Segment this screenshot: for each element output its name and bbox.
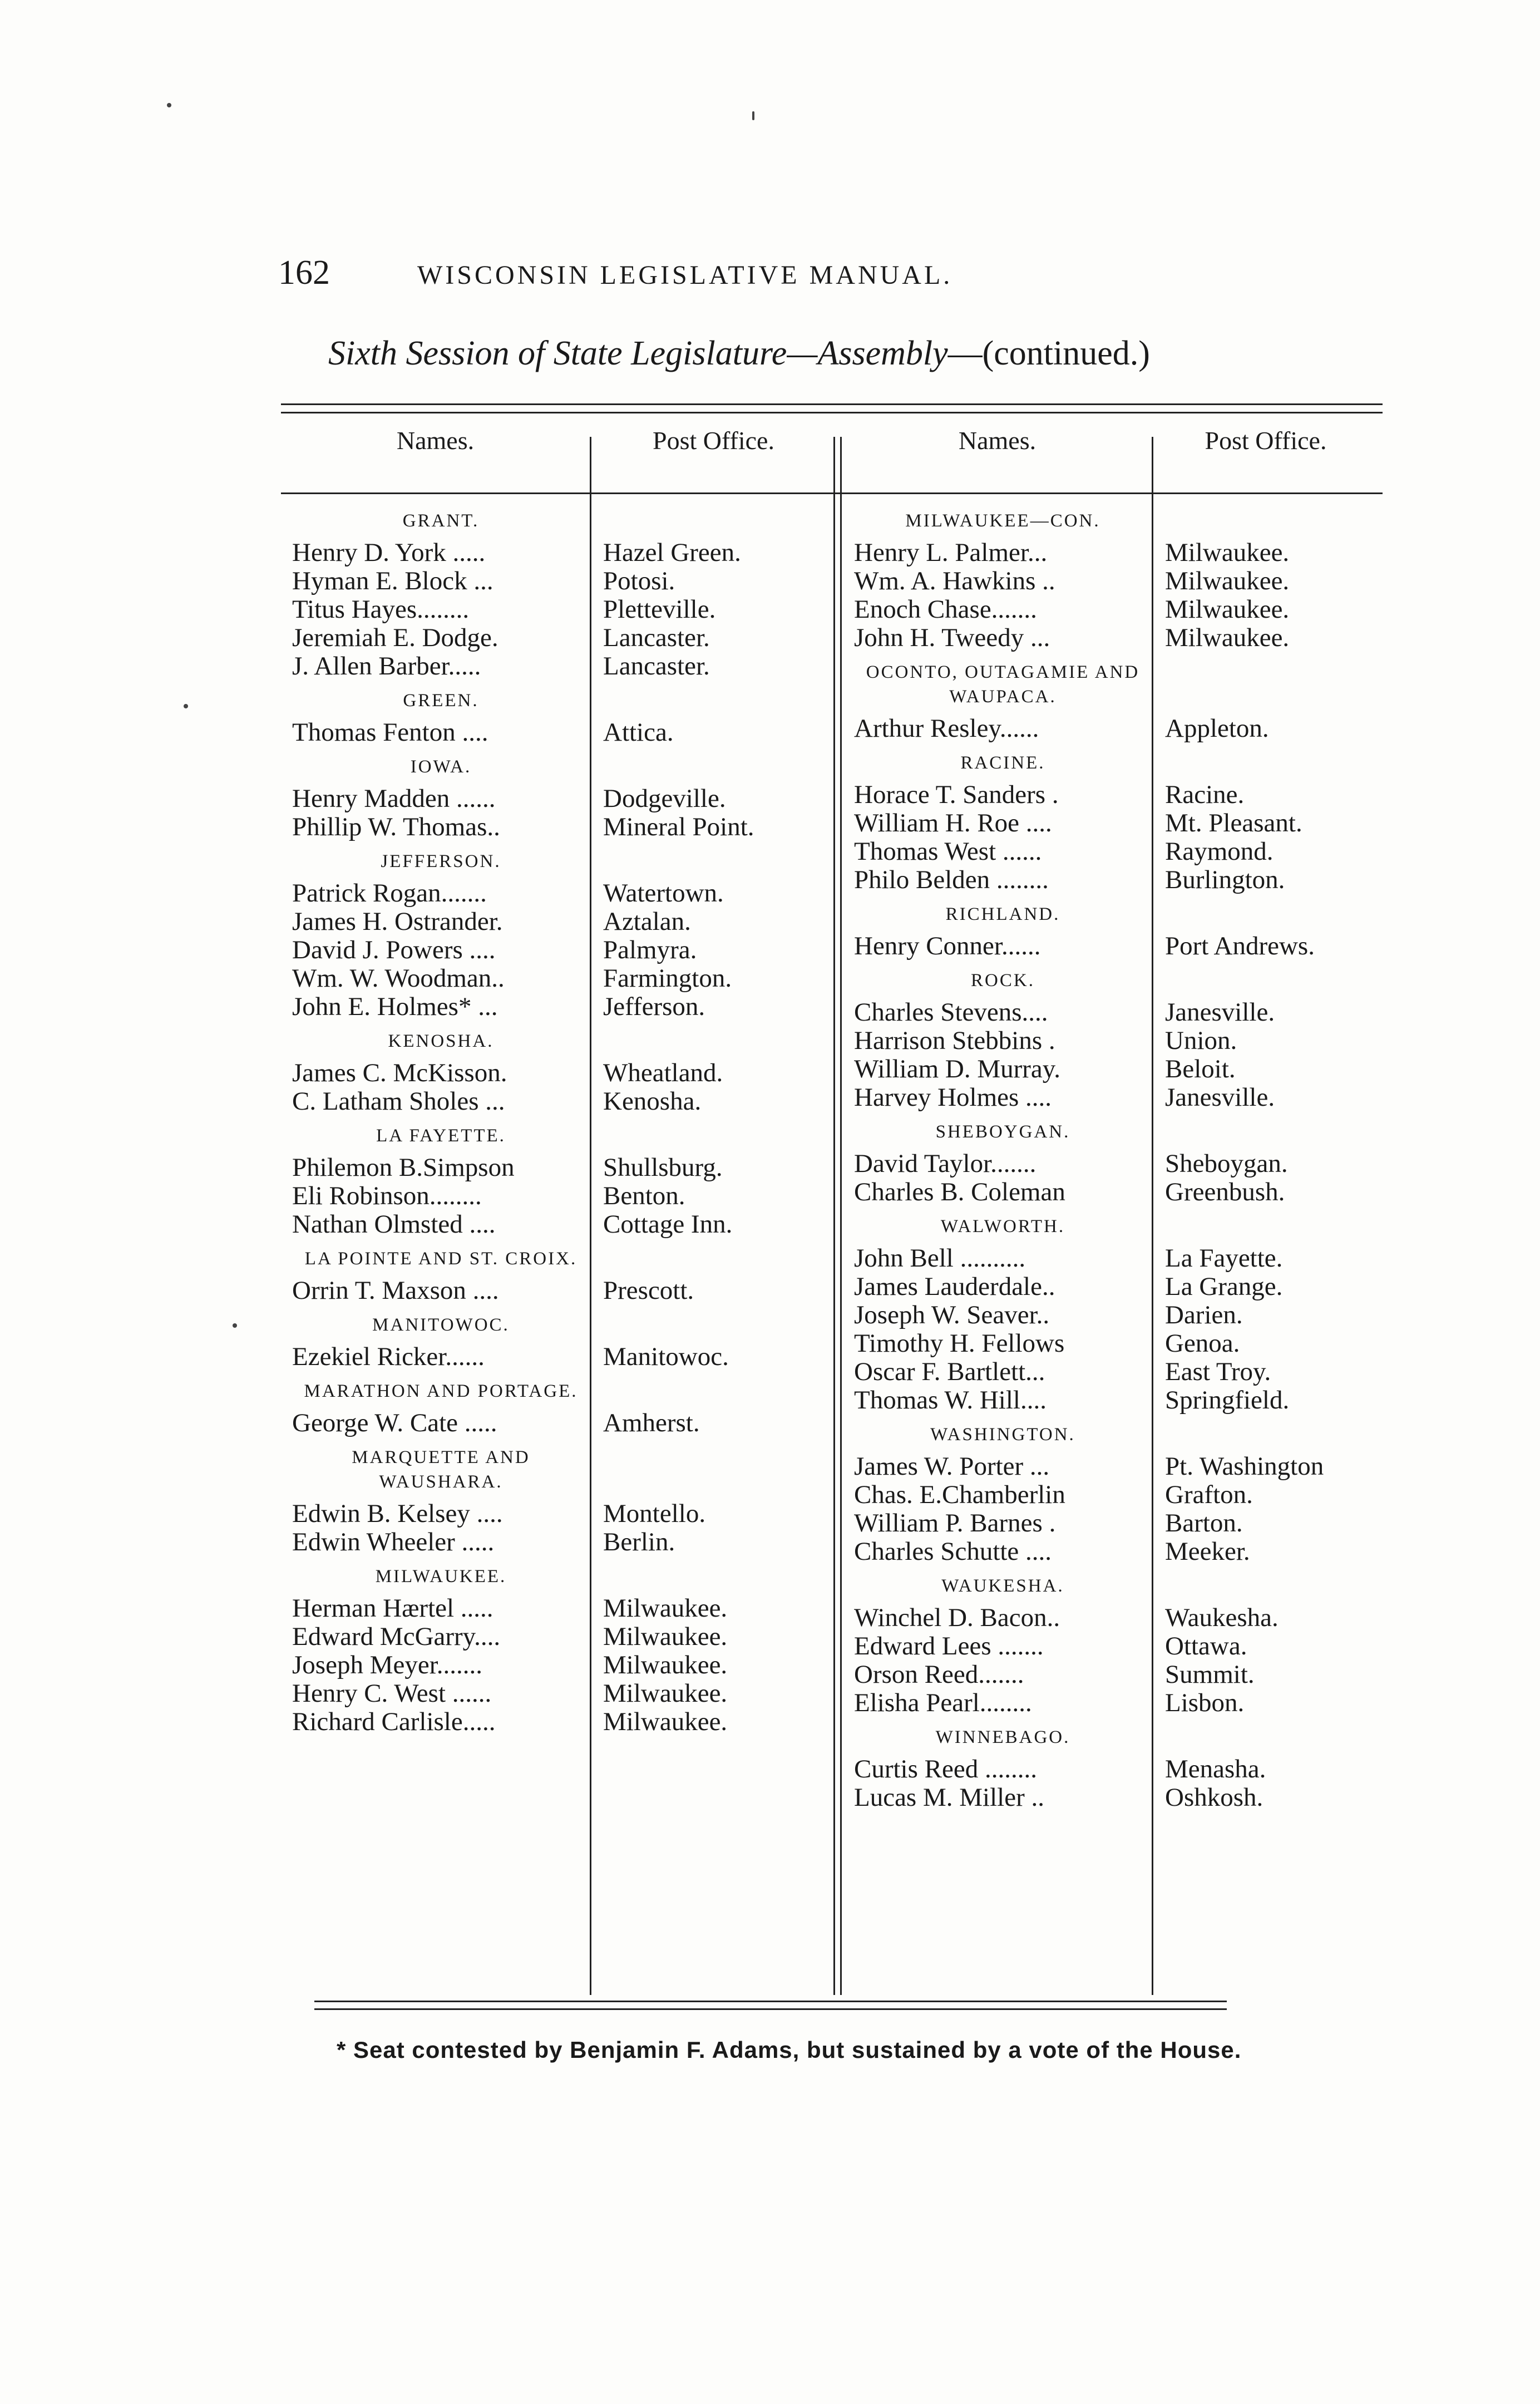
member-row: [854, 932, 1380, 960]
bottom-rule: [314, 2001, 1227, 2002]
member-post-office: Milwaukee.: [603, 1651, 728, 1679]
county-group: [292, 1371, 823, 1437]
county-group: [854, 894, 1380, 960]
member-row: [854, 1452, 1380, 1481]
member-row: [854, 1358, 1380, 1386]
county-heading: KENOSHA.: [388, 1031, 494, 1051]
member-row: [854, 1632, 1380, 1661]
member-name: Enoch Chase.......: [854, 595, 1037, 624]
member-name: Oscar F. Bartlett...: [854, 1358, 1045, 1386]
member-post-office: Farmington.: [603, 964, 732, 993]
member-post-office: Raymond.: [1165, 838, 1274, 866]
member-row: [292, 595, 823, 624]
member-post-office: Lancaster.: [603, 624, 710, 652]
header-names-right: Names.: [958, 426, 1036, 455]
right-column: [854, 501, 1380, 1812]
county-group: [292, 1437, 823, 1556]
county-group: [854, 501, 1380, 652]
member-name: John H. Tweedy ...: [854, 624, 1050, 652]
member-name: David J. Powers ....: [292, 936, 496, 964]
county-heading: MANITOWOC.: [372, 1315, 510, 1335]
county-heading: MARQUETTE AND WAUSHARA.: [352, 1447, 530, 1492]
member-name: Thomas Fenton ....: [292, 718, 488, 747]
assembly-table: [281, 415, 1383, 2017]
member-row: [292, 1154, 823, 1182]
county-heading: IOWA.: [410, 757, 472, 777]
member-post-office: Beloit.: [1165, 1055, 1236, 1083]
member-post-office: Milwaukee.: [603, 1594, 728, 1623]
member-name: John E. Holmes* ...: [292, 993, 498, 1021]
member-name: Elisha Pearl........: [854, 1689, 1032, 1717]
member-post-office: East Troy.: [1165, 1358, 1271, 1386]
member-post-office: Milwaukee.: [1165, 624, 1290, 652]
member-row: [854, 1178, 1380, 1206]
member-row: [854, 866, 1380, 894]
member-name: Jeremiah E. Dodge.: [292, 624, 498, 652]
member-post-office: La Fayette.: [1165, 1244, 1283, 1273]
county-group: [292, 1239, 823, 1305]
member-name: Charles Stevens....: [854, 998, 1048, 1027]
member-name: Titus Hayes........: [292, 595, 470, 624]
county-group: [292, 501, 823, 681]
county-group: [854, 1566, 1380, 1717]
member-name: Thomas W. Hill....: [854, 1386, 1047, 1415]
member-row: [854, 1509, 1380, 1538]
member-post-office: Genoa.: [1165, 1329, 1240, 1358]
member-name: Timothy H. Fellows: [854, 1329, 1065, 1358]
top-rule-inner: [281, 412, 1383, 413]
column-rule-center-a: [833, 437, 835, 1995]
member-row: [854, 838, 1380, 866]
member-row: [854, 1386, 1380, 1415]
member-name: William D. Murray.: [854, 1055, 1060, 1083]
county-group: [292, 1556, 823, 1736]
member-row: [854, 809, 1380, 838]
member-post-office: Pletteville.: [603, 595, 716, 624]
member-post-office: Oshkosh.: [1165, 1784, 1263, 1812]
member-name: Curtis Reed ........: [854, 1755, 1037, 1784]
member-row: [854, 539, 1380, 567]
footnote: * Seat contested by Benjamin F. Adams, but sustained by a vote of the House.: [337, 2037, 1242, 2063]
county-group: [292, 1116, 823, 1239]
member-row: [854, 781, 1380, 809]
column-rule-center-b: [840, 437, 842, 1995]
member-name: J. Allen Barber.....: [292, 652, 481, 681]
county-group: [854, 1717, 1380, 1812]
member-row: [292, 785, 823, 813]
county-heading: OCONTO, OUTAGAMIE AND WAUPACA.: [866, 662, 1140, 707]
member-post-office: Milwaukee.: [1165, 595, 1290, 624]
member-post-office: Milwaukee.: [603, 1708, 728, 1736]
member-row: [292, 813, 823, 841]
member-post-office: Wheatland.: [603, 1059, 723, 1087]
member-row: [854, 1755, 1380, 1784]
member-post-office: Port Andrews.: [1165, 932, 1315, 960]
header-names-left: Names.: [396, 426, 475, 455]
member-post-office: Benton.: [603, 1182, 685, 1210]
county-heading: WAUKESHA.: [941, 1576, 1064, 1596]
member-row: [292, 1059, 823, 1087]
subtitle-continued: —(continued.): [947, 334, 1150, 372]
county-group: [854, 1206, 1380, 1415]
member-post-office: Cottage Inn.: [603, 1210, 733, 1239]
member-name: Joseph W. Seaver..: [854, 1301, 1050, 1329]
member-row: [292, 1528, 823, 1556]
member-row: [292, 1409, 823, 1437]
member-row: [854, 567, 1380, 595]
member-name: Eli Robinson........: [292, 1182, 482, 1210]
county-group: [292, 1021, 823, 1116]
member-post-office: Darien.: [1165, 1301, 1243, 1329]
member-row: [854, 1538, 1380, 1566]
county-heading: JEFFERSON.: [381, 851, 501, 871]
member-post-office: Springfield.: [1165, 1386, 1290, 1415]
member-post-office: Union.: [1165, 1027, 1237, 1055]
member-row: [854, 1329, 1380, 1358]
member-name: Nathan Olmsted ....: [292, 1210, 496, 1239]
member-row: [854, 1689, 1380, 1717]
member-name: Orson Reed.......: [854, 1661, 1024, 1689]
county-group: [292, 1305, 823, 1371]
member-post-office: Menasha.: [1165, 1755, 1266, 1784]
member-post-office: Shullsburg.: [603, 1154, 723, 1182]
member-row: [292, 718, 823, 747]
member-row: [292, 1708, 823, 1736]
page-number: 162: [278, 254, 330, 292]
member-name: Henry L. Palmer...: [854, 539, 1048, 567]
member-name: Edward McGarry....: [292, 1623, 501, 1651]
member-name: Chas. E.Chamberlin: [854, 1481, 1065, 1509]
member-post-office: Ottawa.: [1165, 1632, 1247, 1661]
member-row: [292, 567, 823, 595]
member-row: [292, 993, 823, 1021]
member-name: Arthur Resley......: [854, 715, 1039, 743]
member-name: Harvey Holmes ....: [854, 1083, 1052, 1112]
member-post-office: Barton.: [1165, 1509, 1243, 1538]
member-post-office: Janesville.: [1165, 998, 1275, 1027]
county-group: [854, 743, 1380, 894]
member-post-office: Milwaukee.: [603, 1679, 728, 1708]
member-row: [292, 1500, 823, 1528]
member-row: [854, 1661, 1380, 1689]
member-row: [854, 1083, 1380, 1112]
county-heading: LA FAYETTE.: [376, 1126, 506, 1146]
member-name: Henry Conner......: [854, 932, 1041, 960]
member-post-office: Waukesha.: [1165, 1604, 1279, 1632]
print-speck: [184, 704, 188, 708]
member-name: Herman Hærtel .....: [292, 1594, 493, 1623]
member-post-office: Manitowoc.: [603, 1343, 729, 1371]
member-post-office: Dodgeville.: [603, 785, 726, 813]
member-name: Charles Schutte ....: [854, 1538, 1052, 1566]
member-row: [854, 1273, 1380, 1301]
member-post-office: Kenosha.: [603, 1087, 702, 1116]
county-heading: ROCK.: [971, 971, 1035, 991]
member-name: Orrin T. Maxson ....: [292, 1277, 499, 1305]
member-post-office: Sheboygan.: [1165, 1150, 1288, 1178]
member-post-office: Montello.: [603, 1500, 706, 1528]
county-heading: MILWAUKEE.: [375, 1566, 507, 1587]
county-heading: WALWORTH.: [940, 1216, 1065, 1237]
member-name: William P. Barnes .: [854, 1509, 1056, 1538]
member-post-office: Amherst.: [603, 1409, 700, 1437]
county-heading: MARATHON AND PORTAGE.: [304, 1381, 578, 1401]
member-row: [292, 936, 823, 964]
member-name: David Taylor.......: [854, 1150, 1036, 1178]
member-name: Philemon B.Simpson: [292, 1154, 515, 1182]
member-row: [854, 1027, 1380, 1055]
member-name: Ezekiel Ricker......: [292, 1343, 485, 1371]
county-heading: RICHLAND.: [945, 904, 1060, 924]
member-name: William H. Roe ....: [854, 809, 1052, 838]
member-post-office: Lancaster.: [603, 652, 710, 681]
member-name: George W. Cate .....: [292, 1409, 497, 1437]
member-name: Wm. W. Woodman..: [292, 964, 505, 993]
member-row: [292, 964, 823, 993]
member-name: James Lauderdale..: [854, 1273, 1055, 1301]
county-group: [854, 1415, 1380, 1566]
member-post-office: Janesville.: [1165, 1083, 1275, 1112]
member-row: [292, 1594, 823, 1623]
member-post-office: Milwaukee.: [1165, 539, 1290, 567]
member-name: Lucas M. Miller ..: [854, 1784, 1044, 1812]
county-heading: WASHINGTON.: [930, 1425, 1075, 1445]
member-name: John Bell ..........: [854, 1244, 1026, 1273]
print-speck: [752, 111, 754, 120]
county-heading: MILWAUKEE—CON.: [905, 511, 1100, 531]
member-name: Horace T. Sanders .: [854, 781, 1059, 809]
member-post-office: Lisbon.: [1165, 1689, 1245, 1717]
member-row: [854, 1604, 1380, 1632]
county-group: [292, 841, 823, 1021]
member-row: [292, 1623, 823, 1651]
member-row: [854, 715, 1380, 743]
member-post-office: Grafton.: [1165, 1481, 1253, 1509]
member-post-office: Pt. Washington: [1165, 1452, 1324, 1481]
member-row: [854, 1481, 1380, 1509]
member-post-office: Watertown.: [603, 879, 724, 908]
member-name: Edward Lees .......: [854, 1632, 1044, 1661]
member-row: [854, 1244, 1380, 1273]
county-heading: GRANT.: [402, 511, 480, 531]
section-subtitle: [328, 334, 1150, 373]
page-header: [278, 253, 1224, 303]
print-speck: [233, 1323, 237, 1328]
member-name: Richard Carlisle.....: [292, 1708, 496, 1736]
header-post-office-right: Post Office.: [1205, 426, 1327, 455]
member-name: James H. Ostrander.: [292, 908, 503, 936]
member-post-office: Jefferson.: [603, 993, 705, 1021]
member-post-office: Attica.: [603, 718, 674, 747]
member-name: Henry D. York .....: [292, 539, 486, 567]
county-heading: SHEBOYGAN.: [935, 1122, 1070, 1142]
member-post-office: Burlington.: [1165, 866, 1285, 894]
top-rule: [281, 403, 1383, 405]
member-post-office: Appleton.: [1165, 715, 1269, 743]
member-post-office: Milwaukee.: [1165, 567, 1290, 595]
member-row: [292, 1343, 823, 1371]
header-rule: [281, 492, 1383, 494]
member-name: Phillip W. Thomas..: [292, 813, 500, 841]
bottom-rule-inner: [314, 2008, 1227, 2010]
member-post-office: Mineral Point.: [603, 813, 754, 841]
member-row: [854, 624, 1380, 652]
member-row: [292, 624, 823, 652]
member-post-office: Prescott.: [603, 1277, 694, 1305]
member-name: James W. Porter ...: [854, 1452, 1050, 1481]
member-row: [854, 998, 1380, 1027]
member-post-office: Hazel Green.: [603, 539, 741, 567]
member-row: [854, 595, 1380, 624]
member-row: [292, 908, 823, 936]
member-post-office: Palmyra.: [603, 936, 697, 964]
member-post-office: Mt. Pleasant.: [1165, 809, 1302, 838]
member-name: Harrison Stebbins .: [854, 1027, 1055, 1055]
county-heading: WINNEBAGO.: [935, 1727, 1070, 1747]
member-row: [292, 1651, 823, 1679]
member-name: Patrick Rogan.......: [292, 879, 487, 908]
running-head: WISCONSIN LEGISLATIVE MANUAL.: [417, 260, 953, 290]
member-row: [854, 1055, 1380, 1083]
county-group: [292, 747, 823, 841]
member-post-office: Berlin.: [603, 1528, 675, 1556]
member-name: Edwin Wheeler .....: [292, 1528, 495, 1556]
county-group: [854, 960, 1380, 1112]
county-group: [854, 1112, 1380, 1206]
member-name: Hyman E. Block ...: [292, 567, 493, 595]
county-heading: GREEN.: [403, 691, 479, 711]
header-post-office-left: Post Office.: [653, 426, 774, 455]
county-heading: LA POINTE AND ST. CROIX.: [304, 1249, 578, 1269]
member-post-office: Racine.: [1165, 781, 1245, 809]
member-name: Wm. A. Hawkins ..: [854, 567, 1055, 595]
member-row: [292, 539, 823, 567]
member-row: [854, 1784, 1380, 1812]
subtitle-title: Sixth Session of State Legislature—Assembly: [328, 334, 948, 372]
member-row: [292, 1182, 823, 1210]
member-post-office: Potosi.: [603, 567, 675, 595]
member-post-office: La Grange.: [1165, 1273, 1283, 1301]
member-row: [854, 1301, 1380, 1329]
member-name: Edwin B. Kelsey ....: [292, 1500, 503, 1528]
member-post-office: Greenbush.: [1165, 1178, 1285, 1206]
member-name: Joseph Meyer.......: [292, 1651, 483, 1679]
member-name: C. Latham Sholes ...: [292, 1087, 505, 1116]
member-name: Henry C. West ......: [292, 1679, 492, 1708]
member-name: James C. McKisson.: [292, 1059, 507, 1087]
member-name: Philo Belden ........: [854, 866, 1049, 894]
member-name: Winchel D. Bacon..: [854, 1604, 1060, 1632]
county-heading: RACINE.: [960, 753, 1045, 773]
member-name: Charles B. Coleman: [854, 1178, 1065, 1206]
member-name: Thomas West ......: [854, 838, 1042, 866]
member-post-office: Milwaukee.: [603, 1623, 728, 1651]
member-row: [292, 1087, 823, 1116]
member-row: [292, 1277, 823, 1305]
county-group: [292, 681, 823, 747]
member-row: [292, 879, 823, 908]
print-speck: [167, 103, 171, 107]
member-row: [854, 1150, 1380, 1178]
member-post-office: Aztalan.: [603, 908, 691, 936]
county-group: [854, 652, 1380, 743]
member-post-office: Meeker.: [1165, 1538, 1250, 1566]
member-row: [292, 1679, 823, 1708]
member-post-office: Summit.: [1165, 1661, 1255, 1689]
member-row: [292, 1210, 823, 1239]
member-row: [292, 652, 823, 681]
member-name: Henry Madden ......: [292, 785, 496, 813]
left-column: [292, 501, 823, 1736]
